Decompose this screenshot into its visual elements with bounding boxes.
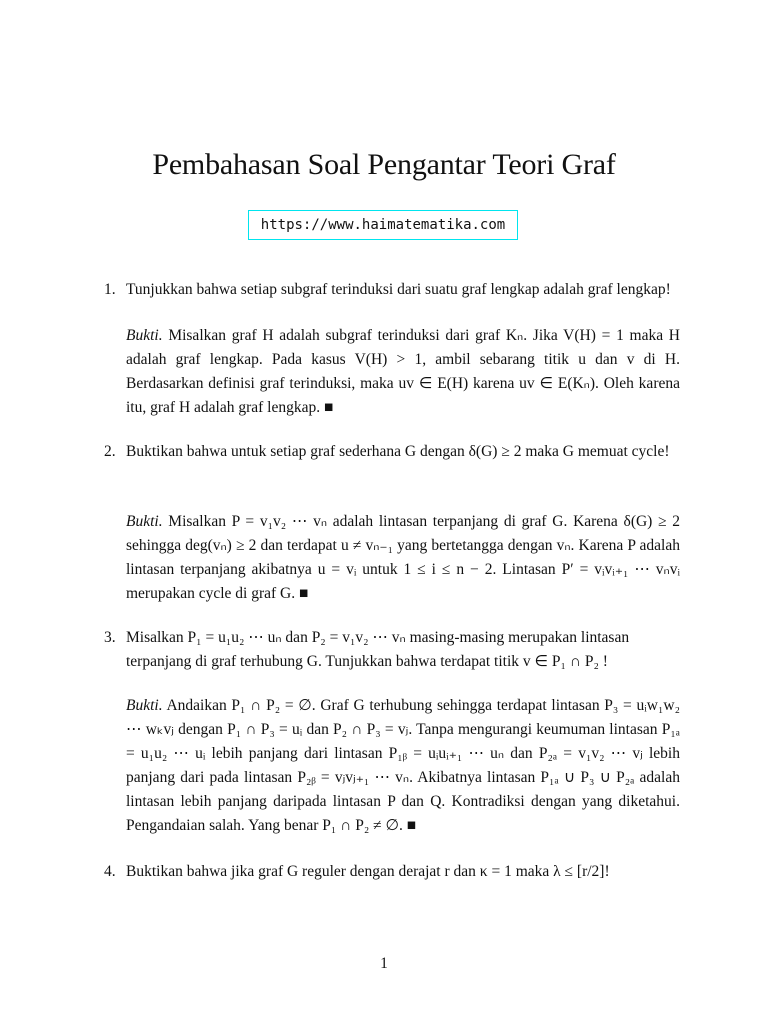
problem-3 bbox=[104, 626, 680, 674]
problem-4 bbox=[104, 860, 680, 884]
problem-number: 4. bbox=[104, 863, 116, 880]
problem-question: Misalkan P₁ = u₁u₂ ⋯ uₙ dan P₂ = v₁v₂ ⋯ vₙ masing-masing merupakan lintasan terpanjang di graf terhubung G. Tunjukkan bahwa terdapat titik v ∈ P₁ ∩ P₂ ! bbox=[126, 629, 630, 670]
website-link[interactable]: https://www.haimatematika.com bbox=[248, 210, 518, 240]
page-title: Pembahasan Soal Pengantar Teori Graf bbox=[152, 148, 616, 181]
problem-number: 2. bbox=[104, 443, 116, 460]
proof-2 bbox=[126, 510, 680, 606]
proof-label: Bukti. bbox=[126, 327, 163, 344]
problem-number: 1. bbox=[104, 281, 116, 298]
problem-1 bbox=[104, 278, 680, 302]
proof-text: Misalkan P = v₁v₂ ⋯ vₙ adalah lintasan terpanjang di graf G. Karena δ(G) ≥ 2 sehingga deg(vₙ) ≥ 2 dan terdapat u ≠ vₙ₋₁ yang bertetangga dengan vₙ. Karena P adalah lintasan terpanjang akibatnya u = vᵢ untuk 1 ≤ i ≤ n − 2. Lintasan P′ = vᵢvᵢ₊₁ ⋯ vₙvᵢ merupakan cycle di graf G. ■ bbox=[126, 513, 680, 602]
problem-question: Buktikan bahwa jika graf G reguler dengan derajat r dan κ = 1 maka λ ≤ [r/2]! bbox=[126, 863, 610, 880]
proof-label: Bukti. bbox=[126, 697, 163, 714]
proof-1 bbox=[126, 324, 680, 420]
problem-question: Buktikan bahwa untuk setiap graf sederhana G dengan δ(G) ≥ 2 maka G memuat cycle! bbox=[126, 443, 670, 460]
proof-text: Misalkan graf H adalah subgraf terinduksi dari graf Kₙ. Jika V(H) = 1 maka H adalah graf lengkap. Pada kasus V(H) > 1, ambil sebarang titik u dan v di H. Berdasarkan definisi graf terinduksi, maka uv ∈ E(H) karena uv ∈ E(Kₙ). Oleh karena itu, graf H adalah graf lengkap. ■ bbox=[126, 327, 681, 416]
problem-2 bbox=[104, 440, 680, 464]
problem-number: 3. bbox=[104, 629, 116, 646]
page-number: 1 bbox=[380, 955, 388, 972]
proof-label: Bukti. bbox=[126, 513, 163, 530]
proof-3 bbox=[126, 694, 680, 838]
proof-text: Andaikan P₁ ∩ P₂ = ∅. Graf G terhubung sehingga terdapat lintasan P₃ = uᵢw₁w₂ ⋯ wₖvⱼ dengan P₁ ∩ P₃ = uᵢ dan P₂ ∩ P₃ = vⱼ. Tanpa mengurangi keumuman lintasan P₁ₐ = u₁u₂ ⋯ uᵢ lebih panjang dari lintasan P₁ᵦ = uᵢuᵢ₊₁ ⋯ uₙ dan P₂ₐ = v₁v₂ ⋯ vⱼ lebih panjang dari pada lintasan P₂ᵦ = vⱼvⱼ₊₁ ⋯ vₙ. Akibatnya lintasan P₁ₐ ∪ P₃ ∪ P₂ₐ adalah lintasan lebih panjang daripada lintasan P dan Q. Kontradiksi dengan yang diketahui. Pengandaian salah. Yang benar P₁ ∩ P₂ ≠ ∅. ■ bbox=[126, 697, 680, 834]
problem-question: Tunjukkan bahwa setiap subgraf terinduksi dari suatu graf lengkap adalah graf lengkap! bbox=[126, 281, 671, 298]
